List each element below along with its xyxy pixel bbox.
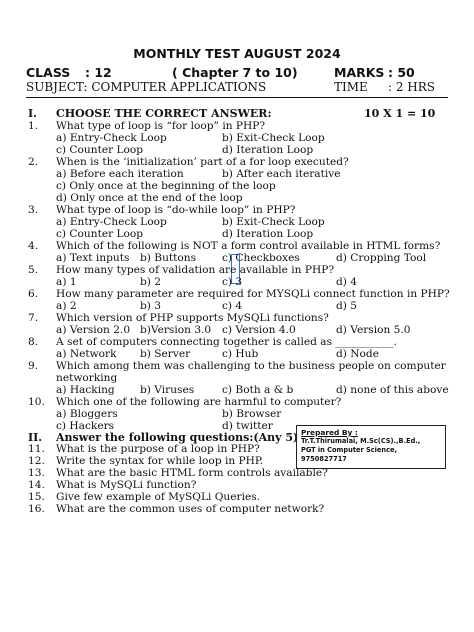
question-6-option-c: c) 4 — [222, 300, 243, 312]
short-question-16-number: 16. — [28, 503, 45, 515]
question-6-text: How many parameter are required for MYSQLi connect function in PHP? — [56, 288, 450, 300]
question-8-text: A set of computers connecting together is called as ___________. — [56, 336, 398, 348]
question-8-option-a: a) Network — [56, 348, 117, 360]
question-8-option-b: b) Server — [140, 348, 191, 360]
question-9-option-c: c) Both a & b — [222, 384, 294, 396]
short-question-13-number: 13. — [28, 467, 45, 479]
question-9-option-b: b) Viruses — [140, 384, 195, 396]
question-3-option-b: b) Exit-Check Loop — [222, 216, 325, 228]
short-question-14-number: 14. — [28, 479, 45, 491]
question-7-option-a: a) Version 2.0 — [56, 324, 131, 336]
marks-label: MARKS — [334, 65, 385, 80]
question-7-text: Which version of PHP supports MySQLi functions? — [56, 312, 329, 324]
question-10-number: 10. — [28, 396, 45, 408]
section1-heading: CHOOSE THE CORRECT ANSWER: — [56, 107, 272, 120]
question-3-option-c: c) Counter Loop — [56, 228, 144, 240]
short-question-14-text: What is MySQLi function? — [56, 479, 197, 491]
section1-roman: I. — [28, 107, 37, 120]
question-10-text: Which one of the following are harmful to computer? — [56, 396, 342, 408]
subject-line: SUBJECT: COMPUTER APPLICATIONS — [26, 80, 267, 94]
question-4-option-b: b) Buttons — [140, 252, 197, 264]
question-6-option-b: b) 3 — [140, 300, 162, 312]
question-3-option-d: d) Iteration Loop — [222, 228, 314, 240]
question-3-option-a: a) Entry-Check Loop — [56, 216, 167, 228]
question-6-number: 6. — [28, 288, 39, 300]
question-1-option-d: d) Iteration Loop — [222, 144, 314, 156]
chapter-range: ( Chapter 7 to 10) — [172, 65, 298, 80]
question-2-option-b: b) After each iterative — [222, 168, 341, 180]
question-5-text: How many types of validation are available in PHP? — [56, 264, 335, 276]
marks-value: : 50 — [388, 65, 415, 80]
question-1-number: 1. — [28, 120, 39, 132]
question-9-text-cont: networking — [56, 372, 118, 384]
time-value: : 2 HRS — [388, 80, 436, 94]
question-4-text: Which of the following is NOT a form control available in HTML forms? — [56, 240, 441, 252]
question-8-option-c: c) Hub — [222, 348, 259, 360]
question-6-option-d: d) 5 — [336, 300, 358, 312]
prepared-by-phone: 9750827717 — [301, 455, 347, 463]
section2-roman: II. — [28, 431, 43, 444]
question-5-option-a: a) 1 — [56, 276, 77, 288]
short-question-15-text: Give few example of MySQLi Queries. — [56, 491, 261, 503]
short-question-11-number: 11. — [28, 443, 45, 455]
class-value: : 12 — [85, 65, 112, 80]
question-7-option-d: d) Version 5.0 — [336, 324, 411, 336]
question-10-option-a: a) Bloggers — [56, 408, 118, 420]
question-9-option-d: d) none of this above — [336, 384, 449, 396]
time-label: TIME — [334, 80, 368, 94]
question-6-option-a: a) 2 — [56, 300, 77, 312]
question-7-option-c: c) Version 4.0 — [222, 324, 296, 336]
question-2-option-c: c) Only once at the beginning of the loop — [56, 180, 276, 192]
question-9-text: Which among them was challenging to the business people on computer — [56, 360, 446, 372]
question-2-text: When is the ‘initialization’ part of a for loop executed? — [56, 156, 349, 168]
question-4-option-a: a) Text inputs — [56, 252, 130, 264]
question-9-number: 9. — [28, 360, 39, 372]
prepared-by-box — [296, 425, 446, 469]
question-5-option-c: c) 3 — [222, 276, 243, 288]
short-question-16-text: What are the common uses of computer network? — [56, 503, 325, 515]
question-5-option-b: b) 2 — [140, 276, 162, 288]
prepared-by-name: Tr.T.Thirumalai, M.Sc(CS).,B.Ed., — [301, 437, 421, 445]
exam-title: MONTHLY TEST AUGUST 2024 — [133, 46, 341, 61]
short-question-11-text: What is the purpose of a loop in PHP? — [56, 443, 260, 455]
question-3-text: What type of loop is “do-while loop” in PHP? — [56, 204, 296, 216]
section1-marks: 10 X 1 = 10 — [364, 107, 436, 120]
short-question-12-number: 12. — [28, 455, 45, 467]
question-10-option-d: d) twitter — [222, 420, 273, 432]
question-5-option-d: d) 4 — [336, 276, 358, 288]
question-2-option-d: d) Only once at the end of the loop — [56, 192, 243, 204]
class-label: CLASS — [26, 65, 71, 80]
question-1-option-c: c) Counter Loop — [56, 144, 144, 156]
header-rule — [26, 97, 448, 98]
short-question-13-text: What are the basic HTML form controls available? — [56, 467, 328, 479]
question-2-option-a: a) Before each iteration — [56, 168, 184, 180]
question-2-number: 2. — [28, 156, 39, 168]
prepared-by-heading: Prepared By : — [301, 428, 358, 437]
prepared-by-role: PGT in Computer Science, — [301, 446, 397, 454]
question-8-option-d: d) Node — [336, 348, 379, 360]
question-10-option-c: c) Hackers — [56, 420, 115, 432]
question-1-option-a: a) Entry-Check Loop — [56, 132, 167, 144]
question-4-option-c: c) Checkboxes — [222, 252, 300, 264]
question-7-number: 7. — [28, 312, 39, 324]
section2-heading: Answer the following questions:(Any 5) — [56, 431, 299, 444]
question-10-option-b: b) Browser — [222, 408, 282, 420]
question-9-option-a: a) Hacking — [56, 384, 115, 396]
question-8-number: 8. — [28, 336, 39, 348]
question-5-number: 5. — [28, 264, 39, 276]
short-question-12-text: Write the syntax for while loop in PHP. — [56, 455, 264, 467]
short-question-15-number: 15. — [28, 491, 45, 503]
question-3-number: 3. — [28, 204, 39, 216]
question-1-option-b: b) Exit-Check Loop — [222, 132, 325, 144]
question-4-number: 4. — [28, 240, 39, 252]
question-4-option-d: d) Cropping Tool — [336, 252, 427, 264]
question-7-option-b: b)Version 3.0 — [140, 324, 212, 336]
question-1-text: What type of loop is “for loop” in PHP? — [56, 120, 266, 132]
